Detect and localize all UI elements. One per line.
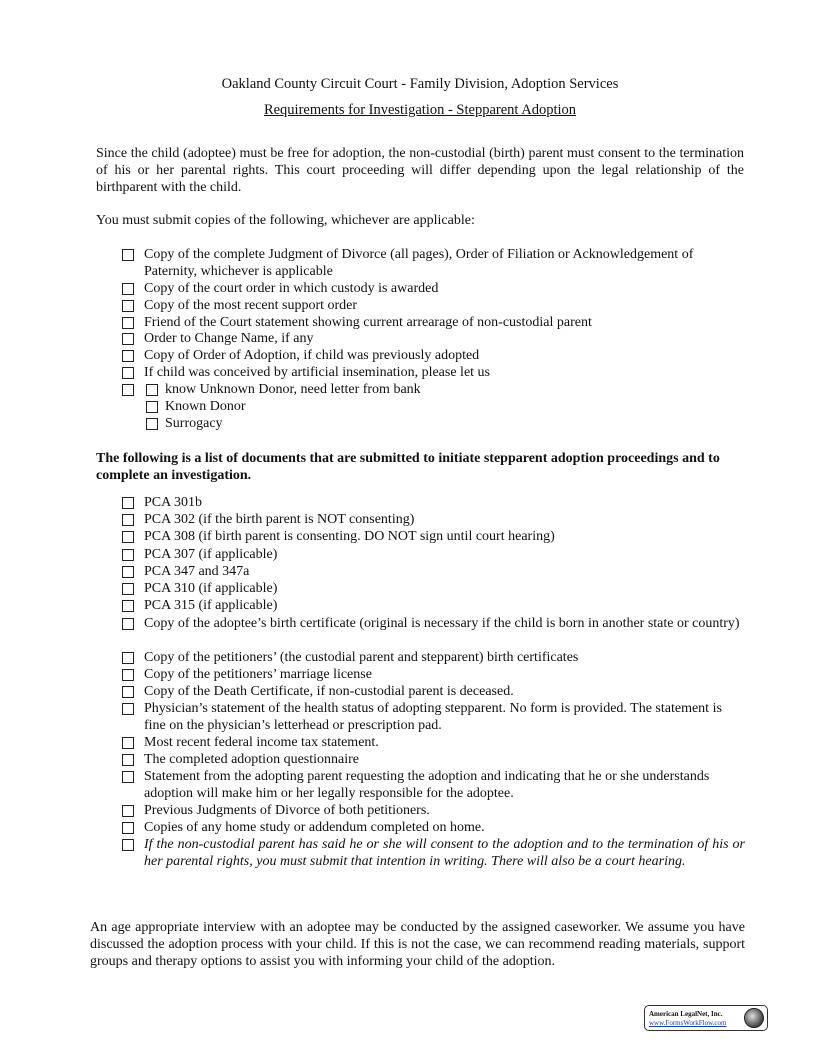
checkbox[interactable] <box>122 300 134 312</box>
checklist-item: Previous Judgments of Divorce of both petitioners. <box>144 803 430 818</box>
page-title: Oakland County Circuit Court - Family Division, Adoption Services <box>221 76 619 92</box>
checklist-item: Copy of the petitioners’ (the custodial parent and stepparent) birth certificates <box>144 650 579 665</box>
checklist-item: Copy of the complete Judgment of Divorce (all pages), Order of Filiation or Acknowledgement of Paternity, whichever is applicable <box>144 247 694 279</box>
checklist-item: If child was conceived by artificial insemination, please let us <box>144 365 490 380</box>
page-subtitle: Requirements for Investigation - Stepparent Adoption <box>263 102 577 118</box>
checkbox[interactable] <box>122 549 134 561</box>
checkbox[interactable] <box>122 805 134 817</box>
checklist-item: Order to Change Name, if any <box>144 331 314 346</box>
checkbox[interactable] <box>122 600 134 612</box>
checkbox[interactable] <box>122 566 134 578</box>
checklist-item: Copy of Order of Adoption, if child was previously adopted <box>144 348 480 363</box>
checklist-subitem: Known Donor <box>165 399 246 414</box>
checkbox[interactable] <box>122 669 134 681</box>
checkbox[interactable] <box>122 771 134 783</box>
checklist-item: If the non-custodial parent has said he or she will consent to the adoption and to the termination of his or her parental rights, you must submit that intention in writing. There will also be a court hearing. <box>144 837 745 869</box>
checklist-item: PCA 307 (if applicable) <box>144 547 278 562</box>
checklist-item: Friend of the Court statement showing current arrearage of non-custodial parent <box>144 315 592 330</box>
checkbox[interactable] <box>122 333 134 345</box>
checkbox[interactable] <box>122 384 134 396</box>
copies-heading: You must submit copies of the following, whichever are applicable: <box>96 213 475 228</box>
checkbox[interactable] <box>122 618 134 630</box>
checkbox[interactable] <box>122 652 134 664</box>
checklist-item: Copy of the Death Certificate, if non-custodial parent is deceased. <box>144 684 514 699</box>
checkbox[interactable] <box>122 367 134 379</box>
checklist-item: Most recent federal income tax statement. <box>144 735 379 750</box>
checklist-item: PCA 310 (if applicable) <box>144 581 278 596</box>
checkbox[interactable] <box>122 249 134 261</box>
checkbox[interactable] <box>122 703 134 715</box>
checkbox[interactable] <box>122 686 134 698</box>
checkbox[interactable] <box>122 839 134 851</box>
checkbox[interactable] <box>122 737 134 749</box>
checklist-item: PCA 302 (if the birth parent is NOT consenting) <box>144 512 415 527</box>
globe-icon <box>744 1008 764 1028</box>
documents-heading: The following is a list of documents that are submitted to initiate stepparent adoption proceedings and to complete an investigation. <box>96 451 720 483</box>
checklist-item: Copy of the petitioners’ marriage license <box>144 667 372 682</box>
checkbox[interactable] <box>146 418 158 430</box>
checkbox[interactable] <box>122 822 134 834</box>
checkbox[interactable] <box>146 401 158 413</box>
checkbox[interactable] <box>122 497 134 509</box>
checklist-item: Copies of any home study or addendum completed on home. <box>144 820 485 835</box>
logo-company: American LegalNet, Inc. <box>649 1010 723 1018</box>
checklist-item: Copy of the most recent support order <box>144 298 358 313</box>
checklist-subitem: know Unknown Donor, need letter from bank <box>165 382 421 397</box>
checkbox[interactable] <box>122 531 134 543</box>
checklist-item: Physician’s statement of the health status of adopting stepparent. No form is provided. The statement is fine on the physician’s letterhead or prescription pad. <box>144 701 722 733</box>
checklist-item: PCA 301b <box>144 495 202 510</box>
closing-paragraph: An age appropriate interview with an adoptee may be conducted by the assigned caseworker. We assume you have discussed the adoption process with your child. If this is not the case, we can recommend reading materials, support groups and therapy options to assist you with informing your child of the adoption. <box>90 920 745 969</box>
intro-paragraph: Since the child (adoptee) must be free for adoption, the non-custodial (birth) parent must consent to the termination of his or her parental rights. This court proceeding will differ depending upon the legal relationship of the birthparent with the child. <box>96 146 744 195</box>
checkbox[interactable] <box>122 317 134 329</box>
checklist-item: Copy of the court order in which custody is awarded <box>144 281 439 296</box>
checkbox[interactable] <box>122 583 134 595</box>
checkbox[interactable] <box>122 754 134 766</box>
checklist-subitem: Surrogacy <box>165 416 223 431</box>
logo-url[interactable]: www.FormsWorkFlow.com <box>649 1019 727 1027</box>
checklist-item: PCA 347 and 347a <box>144 564 250 579</box>
checklist-item: PCA 308 (if birth parent is consenting. DO NOT sign until court hearing) <box>144 529 555 544</box>
checklist-item: Copy of the adoptee’s birth certificate (original is necessary if the child is born in another state or country) <box>144 616 740 631</box>
checklist-item: The completed adoption questionnaire <box>144 752 359 767</box>
checklist-item: PCA 315 (if applicable) <box>144 598 278 613</box>
footer-logo[interactable] <box>644 1005 768 1031</box>
checkbox[interactable] <box>122 350 134 362</box>
checkbox[interactable] <box>146 384 158 396</box>
checkbox[interactable] <box>122 283 134 295</box>
checkbox[interactable] <box>122 514 134 526</box>
checklist-item: Statement from the adopting parent requesting the adoption and indicating that he or she understands adoption will make him or her legally responsible for the adoptee. <box>144 769 710 801</box>
